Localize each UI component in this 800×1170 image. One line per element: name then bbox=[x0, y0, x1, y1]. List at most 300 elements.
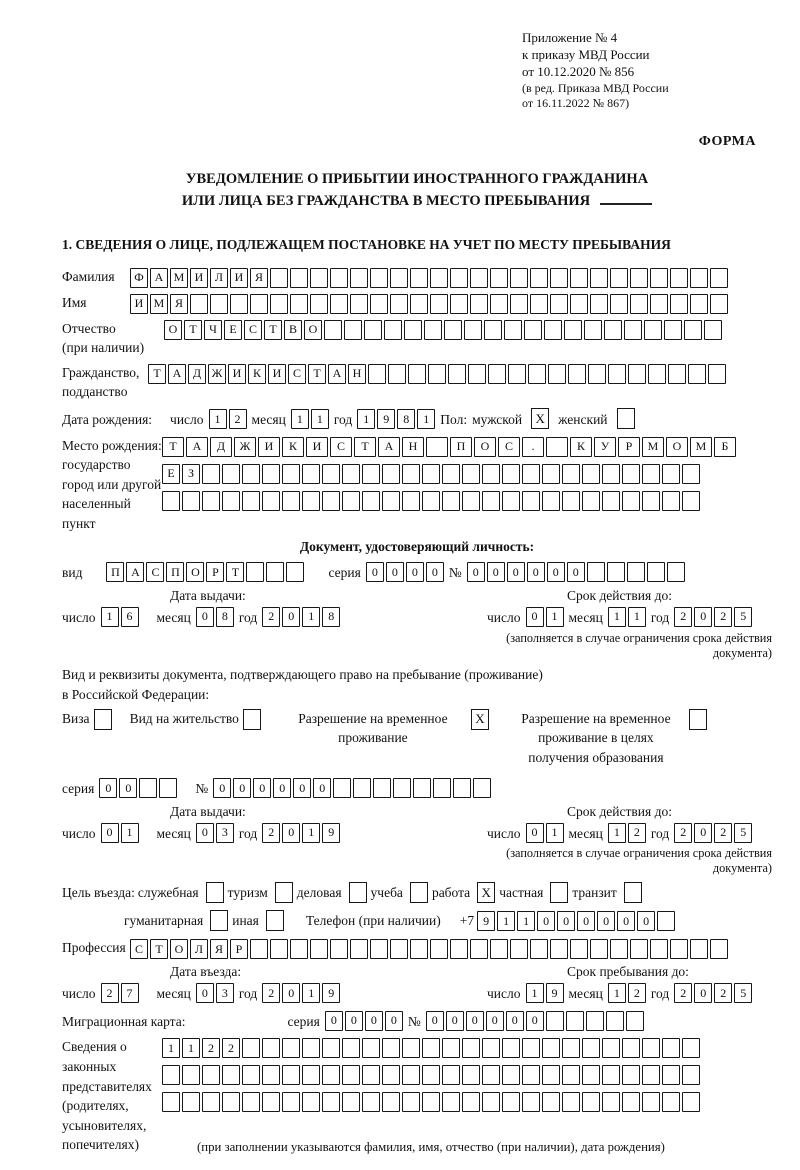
char-cell[interactable] bbox=[402, 491, 420, 511]
char-cell[interactable] bbox=[522, 491, 540, 511]
char-cell[interactable] bbox=[562, 1092, 580, 1112]
char-cell[interactable]: 0 bbox=[366, 562, 384, 582]
char-cell[interactable] bbox=[390, 268, 408, 288]
char-cell[interactable] bbox=[530, 294, 548, 314]
char-cell[interactable] bbox=[504, 320, 522, 340]
char-cell[interactable]: О bbox=[666, 437, 688, 457]
char-cell[interactable] bbox=[522, 1038, 540, 1058]
char-cell[interactable] bbox=[442, 1092, 460, 1112]
char-cell[interactable] bbox=[482, 1038, 500, 1058]
char-cell[interactable] bbox=[462, 1065, 480, 1085]
char-cell[interactable]: 0 bbox=[426, 562, 444, 582]
char-cell[interactable] bbox=[442, 491, 460, 511]
char-cell[interactable]: 8 bbox=[216, 607, 234, 627]
char-cell[interactable] bbox=[542, 1065, 560, 1085]
char-cell[interactable] bbox=[548, 364, 566, 384]
char-cell[interactable] bbox=[604, 320, 622, 340]
char-cell[interactable] bbox=[584, 320, 602, 340]
char-cell[interactable] bbox=[490, 939, 508, 959]
char-cell[interactable]: Ф bbox=[130, 268, 148, 288]
char-cell[interactable]: С bbox=[498, 437, 520, 457]
transit-checkbox[interactable] bbox=[624, 882, 642, 903]
char-cell[interactable] bbox=[667, 562, 685, 582]
char-cell[interactable] bbox=[442, 464, 460, 484]
char-cell[interactable] bbox=[353, 778, 371, 798]
char-cell[interactable] bbox=[530, 939, 548, 959]
char-cell[interactable] bbox=[630, 268, 648, 288]
char-cell[interactable]: Ж bbox=[234, 437, 256, 457]
char-cell[interactable] bbox=[568, 364, 586, 384]
char-cell[interactable]: 8 bbox=[322, 607, 340, 627]
char-cell[interactable]: И bbox=[268, 364, 286, 384]
char-cell[interactable]: 0 bbox=[119, 778, 137, 798]
char-cell[interactable] bbox=[426, 437, 448, 457]
char-cell[interactable]: 1 bbox=[526, 983, 544, 1003]
char-cell[interactable]: О bbox=[474, 437, 496, 457]
char-cell[interactable] bbox=[644, 320, 662, 340]
char-cell[interactable]: 0 bbox=[385, 1011, 403, 1031]
char-cell[interactable] bbox=[162, 1065, 180, 1085]
char-cell[interactable] bbox=[590, 939, 608, 959]
char-cell[interactable] bbox=[670, 294, 688, 314]
char-cell[interactable] bbox=[402, 1065, 420, 1085]
char-cell[interactable] bbox=[542, 464, 560, 484]
char-cell[interactable] bbox=[262, 1092, 280, 1112]
char-cell[interactable] bbox=[546, 1011, 564, 1031]
char-cell[interactable]: 0 bbox=[567, 562, 585, 582]
char-cell[interactable] bbox=[704, 320, 722, 340]
char-cell[interactable]: 1 bbox=[182, 1038, 200, 1058]
char-cell[interactable] bbox=[433, 778, 451, 798]
residence-permit-checkbox[interactable] bbox=[243, 709, 261, 730]
char-cell[interactable]: 0 bbox=[526, 823, 544, 843]
char-cell[interactable] bbox=[384, 320, 402, 340]
work-checkbox[interactable]: X bbox=[477, 882, 495, 903]
char-cell[interactable] bbox=[190, 294, 208, 314]
study-checkbox[interactable] bbox=[410, 882, 428, 903]
char-cell[interactable] bbox=[482, 491, 500, 511]
char-cell[interactable] bbox=[546, 437, 568, 457]
char-cell[interactable]: 0 bbox=[446, 1011, 464, 1031]
temp-residence-education-checkbox[interactable] bbox=[689, 709, 707, 730]
char-cell[interactable]: Л bbox=[190, 939, 208, 959]
char-cell[interactable]: 1 bbox=[291, 409, 309, 429]
char-cell[interactable]: 1 bbox=[162, 1038, 180, 1058]
char-cell[interactable]: 0 bbox=[282, 823, 300, 843]
char-cell[interactable] bbox=[222, 1065, 240, 1085]
char-cell[interactable]: 2 bbox=[262, 823, 280, 843]
char-cell[interactable]: Т bbox=[308, 364, 326, 384]
char-cell[interactable]: Ч bbox=[204, 320, 222, 340]
char-cell[interactable]: К bbox=[570, 437, 592, 457]
char-cell[interactable]: С bbox=[130, 939, 148, 959]
temp-residence-checkbox[interactable]: X bbox=[471, 709, 489, 730]
char-cell[interactable]: 2 bbox=[202, 1038, 220, 1058]
char-cell[interactable]: 0 bbox=[233, 778, 251, 798]
char-cell[interactable]: Н bbox=[402, 437, 424, 457]
char-cell[interactable] bbox=[570, 294, 588, 314]
char-cell[interactable]: 1 bbox=[417, 409, 435, 429]
char-cell[interactable] bbox=[302, 464, 320, 484]
char-cell[interactable]: И bbox=[190, 268, 208, 288]
char-cell[interactable]: 0 bbox=[526, 1011, 544, 1031]
char-cell[interactable] bbox=[502, 1038, 520, 1058]
char-cell[interactable]: 5 bbox=[734, 823, 752, 843]
char-cell[interactable] bbox=[602, 1038, 620, 1058]
char-cell[interactable] bbox=[542, 491, 560, 511]
char-cell[interactable] bbox=[422, 1065, 440, 1085]
char-cell[interactable] bbox=[210, 294, 228, 314]
char-cell[interactable] bbox=[430, 939, 448, 959]
char-cell[interactable]: О bbox=[186, 562, 204, 582]
char-cell[interactable] bbox=[282, 1065, 300, 1085]
char-cell[interactable] bbox=[362, 464, 380, 484]
char-cell[interactable] bbox=[602, 491, 620, 511]
char-cell[interactable] bbox=[662, 491, 680, 511]
char-cell[interactable]: Ж bbox=[208, 364, 226, 384]
male-checkbox[interactable]: X bbox=[531, 408, 549, 429]
char-cell[interactable] bbox=[544, 320, 562, 340]
char-cell[interactable] bbox=[382, 464, 400, 484]
char-cell[interactable] bbox=[322, 491, 340, 511]
char-cell[interactable] bbox=[587, 562, 605, 582]
char-cell[interactable]: С bbox=[288, 364, 306, 384]
char-cell[interactable]: 5 bbox=[734, 607, 752, 627]
char-cell[interactable] bbox=[402, 1038, 420, 1058]
char-cell[interactable] bbox=[410, 294, 428, 314]
char-cell[interactable] bbox=[650, 268, 668, 288]
char-cell[interactable] bbox=[502, 464, 520, 484]
char-cell[interactable]: 0 bbox=[282, 983, 300, 1003]
char-cell[interactable] bbox=[690, 268, 708, 288]
char-cell[interactable] bbox=[262, 1038, 280, 1058]
char-cell[interactable]: Н bbox=[348, 364, 366, 384]
char-cell[interactable] bbox=[382, 1065, 400, 1085]
char-cell[interactable]: . bbox=[522, 437, 544, 457]
char-cell[interactable] bbox=[473, 778, 491, 798]
char-cell[interactable] bbox=[562, 1038, 580, 1058]
char-cell[interactable] bbox=[413, 778, 431, 798]
char-cell[interactable] bbox=[582, 1065, 600, 1085]
char-cell[interactable]: 9 bbox=[322, 983, 340, 1003]
char-cell[interactable] bbox=[610, 939, 628, 959]
char-cell[interactable] bbox=[664, 320, 682, 340]
char-cell[interactable] bbox=[562, 464, 580, 484]
char-cell[interactable] bbox=[422, 464, 440, 484]
char-cell[interactable]: 2 bbox=[674, 983, 692, 1003]
char-cell[interactable] bbox=[310, 939, 328, 959]
char-cell[interactable] bbox=[362, 1038, 380, 1058]
char-cell[interactable] bbox=[242, 1038, 260, 1058]
char-cell[interactable] bbox=[222, 464, 240, 484]
char-cell[interactable]: 1 bbox=[608, 983, 626, 1003]
char-cell[interactable] bbox=[370, 294, 388, 314]
char-cell[interactable] bbox=[682, 491, 700, 511]
char-cell[interactable] bbox=[662, 1065, 680, 1085]
char-cell[interactable] bbox=[333, 778, 351, 798]
char-cell[interactable] bbox=[382, 1038, 400, 1058]
char-cell[interactable] bbox=[642, 464, 660, 484]
char-cell[interactable] bbox=[282, 491, 300, 511]
char-cell[interactable]: 1 bbox=[517, 911, 535, 931]
char-cell[interactable] bbox=[566, 1011, 584, 1031]
char-cell[interactable]: 2 bbox=[628, 983, 646, 1003]
char-cell[interactable] bbox=[564, 320, 582, 340]
char-cell[interactable] bbox=[650, 294, 668, 314]
char-cell[interactable] bbox=[368, 364, 386, 384]
char-cell[interactable] bbox=[586, 1011, 604, 1031]
char-cell[interactable] bbox=[162, 1092, 180, 1112]
char-cell[interactable]: 9 bbox=[377, 409, 395, 429]
char-cell[interactable]: 0 bbox=[365, 1011, 383, 1031]
char-cell[interactable] bbox=[710, 294, 728, 314]
char-cell[interactable]: Л bbox=[210, 268, 228, 288]
char-cell[interactable] bbox=[450, 294, 468, 314]
char-cell[interactable]: Т bbox=[150, 939, 168, 959]
char-cell[interactable] bbox=[322, 1092, 340, 1112]
char-cell[interactable] bbox=[362, 1065, 380, 1085]
char-cell[interactable] bbox=[590, 294, 608, 314]
char-cell[interactable]: П bbox=[106, 562, 124, 582]
char-cell[interactable] bbox=[342, 1038, 360, 1058]
char-cell[interactable]: 0 bbox=[426, 1011, 444, 1031]
char-cell[interactable]: З bbox=[182, 464, 200, 484]
char-cell[interactable]: 2 bbox=[628, 823, 646, 843]
char-cell[interactable]: И bbox=[228, 364, 246, 384]
char-cell[interactable] bbox=[139, 778, 157, 798]
char-cell[interactable] bbox=[444, 320, 462, 340]
char-cell[interactable]: 1 bbox=[121, 823, 139, 843]
char-cell[interactable]: 1 bbox=[608, 607, 626, 627]
char-cell[interactable] bbox=[222, 1092, 240, 1112]
char-cell[interactable] bbox=[450, 268, 468, 288]
char-cell[interactable]: 1 bbox=[311, 409, 329, 429]
char-cell[interactable] bbox=[424, 320, 442, 340]
char-cell[interactable] bbox=[422, 491, 440, 511]
char-cell[interactable] bbox=[624, 320, 642, 340]
char-cell[interactable] bbox=[502, 1092, 520, 1112]
char-cell[interactable] bbox=[162, 491, 180, 511]
humanitarian-checkbox[interactable] bbox=[210, 910, 228, 931]
char-cell[interactable]: 1 bbox=[628, 607, 646, 627]
char-cell[interactable] bbox=[528, 364, 546, 384]
char-cell[interactable] bbox=[627, 562, 645, 582]
char-cell[interactable]: Я bbox=[210, 939, 228, 959]
char-cell[interactable] bbox=[550, 268, 568, 288]
char-cell[interactable] bbox=[448, 364, 466, 384]
char-cell[interactable]: 0 bbox=[345, 1011, 363, 1031]
char-cell[interactable] bbox=[310, 294, 328, 314]
official-checkbox[interactable] bbox=[206, 882, 224, 903]
char-cell[interactable]: М bbox=[642, 437, 664, 457]
char-cell[interactable] bbox=[582, 491, 600, 511]
char-cell[interactable] bbox=[510, 294, 528, 314]
char-cell[interactable]: 6 bbox=[121, 607, 139, 627]
char-cell[interactable]: 1 bbox=[302, 607, 320, 627]
char-cell[interactable] bbox=[508, 364, 526, 384]
char-cell[interactable] bbox=[222, 491, 240, 511]
char-cell[interactable] bbox=[422, 1038, 440, 1058]
char-cell[interactable]: М bbox=[170, 268, 188, 288]
char-cell[interactable] bbox=[670, 268, 688, 288]
char-cell[interactable] bbox=[262, 464, 280, 484]
char-cell[interactable]: Т bbox=[354, 437, 376, 457]
char-cell[interactable] bbox=[682, 464, 700, 484]
char-cell[interactable]: 9 bbox=[477, 911, 495, 931]
char-cell[interactable] bbox=[182, 1092, 200, 1112]
char-cell[interactable] bbox=[582, 1038, 600, 1058]
char-cell[interactable] bbox=[202, 1065, 220, 1085]
char-cell[interactable] bbox=[607, 562, 625, 582]
char-cell[interactable] bbox=[182, 1065, 200, 1085]
char-cell[interactable] bbox=[608, 364, 626, 384]
char-cell[interactable] bbox=[370, 268, 388, 288]
char-cell[interactable] bbox=[290, 939, 308, 959]
char-cell[interactable] bbox=[590, 268, 608, 288]
char-cell[interactable] bbox=[266, 562, 284, 582]
char-cell[interactable]: 0 bbox=[386, 562, 404, 582]
private-checkbox[interactable] bbox=[550, 882, 568, 903]
char-cell[interactable] bbox=[690, 939, 708, 959]
char-cell[interactable]: 0 bbox=[527, 562, 545, 582]
char-cell[interactable] bbox=[690, 294, 708, 314]
char-cell[interactable]: 2 bbox=[262, 607, 280, 627]
char-cell[interactable] bbox=[642, 1065, 660, 1085]
char-cell[interactable] bbox=[630, 939, 648, 959]
char-cell[interactable]: С bbox=[244, 320, 262, 340]
char-cell[interactable]: У bbox=[594, 437, 616, 457]
char-cell[interactable] bbox=[464, 320, 482, 340]
char-cell[interactable] bbox=[622, 1065, 640, 1085]
char-cell[interactable]: Б bbox=[714, 437, 736, 457]
char-cell[interactable] bbox=[408, 364, 426, 384]
char-cell[interactable] bbox=[342, 1092, 360, 1112]
char-cell[interactable]: О bbox=[170, 939, 188, 959]
char-cell[interactable] bbox=[430, 294, 448, 314]
char-cell[interactable]: 9 bbox=[546, 983, 564, 1003]
char-cell[interactable] bbox=[522, 1092, 540, 1112]
char-cell[interactable] bbox=[582, 464, 600, 484]
char-cell[interactable] bbox=[650, 939, 668, 959]
char-cell[interactable]: 0 bbox=[577, 911, 595, 931]
char-cell[interactable] bbox=[490, 294, 508, 314]
char-cell[interactable] bbox=[350, 939, 368, 959]
char-cell[interactable]: 5 bbox=[734, 983, 752, 1003]
char-cell[interactable] bbox=[570, 939, 588, 959]
char-cell[interactable]: 0 bbox=[637, 911, 655, 931]
char-cell[interactable]: 0 bbox=[547, 562, 565, 582]
char-cell[interactable] bbox=[462, 491, 480, 511]
char-cell[interactable]: Т bbox=[148, 364, 166, 384]
char-cell[interactable] bbox=[450, 939, 468, 959]
char-cell[interactable] bbox=[342, 1065, 360, 1085]
char-cell[interactable] bbox=[462, 1092, 480, 1112]
char-cell[interactable] bbox=[468, 364, 486, 384]
char-cell[interactable] bbox=[626, 1011, 644, 1031]
char-cell[interactable]: 2 bbox=[262, 983, 280, 1003]
char-cell[interactable] bbox=[370, 939, 388, 959]
char-cell[interactable] bbox=[242, 491, 260, 511]
char-cell[interactable]: К bbox=[248, 364, 266, 384]
char-cell[interactable] bbox=[382, 1092, 400, 1112]
char-cell[interactable]: 2 bbox=[101, 983, 119, 1003]
char-cell[interactable] bbox=[302, 1065, 320, 1085]
char-cell[interactable] bbox=[482, 1065, 500, 1085]
char-cell[interactable] bbox=[330, 939, 348, 959]
char-cell[interactable] bbox=[462, 1038, 480, 1058]
char-cell[interactable] bbox=[442, 1065, 460, 1085]
char-cell[interactable] bbox=[262, 491, 280, 511]
char-cell[interactable] bbox=[642, 1092, 660, 1112]
char-cell[interactable]: 0 bbox=[325, 1011, 343, 1031]
char-cell[interactable]: 2 bbox=[674, 823, 692, 843]
char-cell[interactable]: М bbox=[690, 437, 712, 457]
char-cell[interactable] bbox=[522, 1065, 540, 1085]
char-cell[interactable]: Е bbox=[224, 320, 242, 340]
char-cell[interactable] bbox=[647, 562, 665, 582]
char-cell[interactable]: 1 bbox=[546, 823, 564, 843]
char-cell[interactable] bbox=[250, 294, 268, 314]
char-cell[interactable]: 1 bbox=[357, 409, 375, 429]
char-cell[interactable] bbox=[490, 268, 508, 288]
char-cell[interactable] bbox=[390, 294, 408, 314]
char-cell[interactable] bbox=[202, 464, 220, 484]
char-cell[interactable] bbox=[182, 491, 200, 511]
char-cell[interactable]: 0 bbox=[196, 823, 214, 843]
char-cell[interactable] bbox=[470, 268, 488, 288]
char-cell[interactable] bbox=[302, 1092, 320, 1112]
char-cell[interactable] bbox=[622, 1092, 640, 1112]
other-checkbox[interactable] bbox=[266, 910, 284, 931]
char-cell[interactable] bbox=[430, 268, 448, 288]
char-cell[interactable] bbox=[202, 1092, 220, 1112]
char-cell[interactable]: 0 bbox=[466, 1011, 484, 1031]
char-cell[interactable] bbox=[610, 268, 628, 288]
char-cell[interactable]: Т bbox=[226, 562, 244, 582]
char-cell[interactable]: П bbox=[450, 437, 472, 457]
char-cell[interactable] bbox=[602, 1065, 620, 1085]
char-cell[interactable]: О bbox=[164, 320, 182, 340]
char-cell[interactable] bbox=[250, 939, 268, 959]
char-cell[interactable]: 0 bbox=[196, 983, 214, 1003]
char-cell[interactable] bbox=[330, 268, 348, 288]
char-cell[interactable]: А bbox=[328, 364, 346, 384]
char-cell[interactable] bbox=[562, 1065, 580, 1085]
char-cell[interactable] bbox=[622, 1038, 640, 1058]
char-cell[interactable] bbox=[488, 364, 506, 384]
char-cell[interactable] bbox=[428, 364, 446, 384]
char-cell[interactable]: 0 bbox=[557, 911, 575, 931]
char-cell[interactable] bbox=[522, 464, 540, 484]
char-cell[interactable] bbox=[628, 364, 646, 384]
char-cell[interactable] bbox=[373, 778, 391, 798]
char-cell[interactable] bbox=[602, 1092, 620, 1112]
char-cell[interactable]: 0 bbox=[213, 778, 231, 798]
char-cell[interactable]: 1 bbox=[302, 983, 320, 1003]
char-cell[interactable]: К bbox=[282, 437, 304, 457]
char-cell[interactable] bbox=[470, 939, 488, 959]
char-cell[interactable]: 1 bbox=[608, 823, 626, 843]
char-cell[interactable] bbox=[657, 911, 675, 931]
char-cell[interactable] bbox=[242, 464, 260, 484]
char-cell[interactable]: 0 bbox=[617, 911, 635, 931]
char-cell[interactable] bbox=[402, 464, 420, 484]
char-cell[interactable] bbox=[390, 939, 408, 959]
char-cell[interactable]: 2 bbox=[714, 607, 732, 627]
char-cell[interactable]: 0 bbox=[313, 778, 331, 798]
char-cell[interactable] bbox=[230, 294, 248, 314]
char-cell[interactable] bbox=[350, 268, 368, 288]
